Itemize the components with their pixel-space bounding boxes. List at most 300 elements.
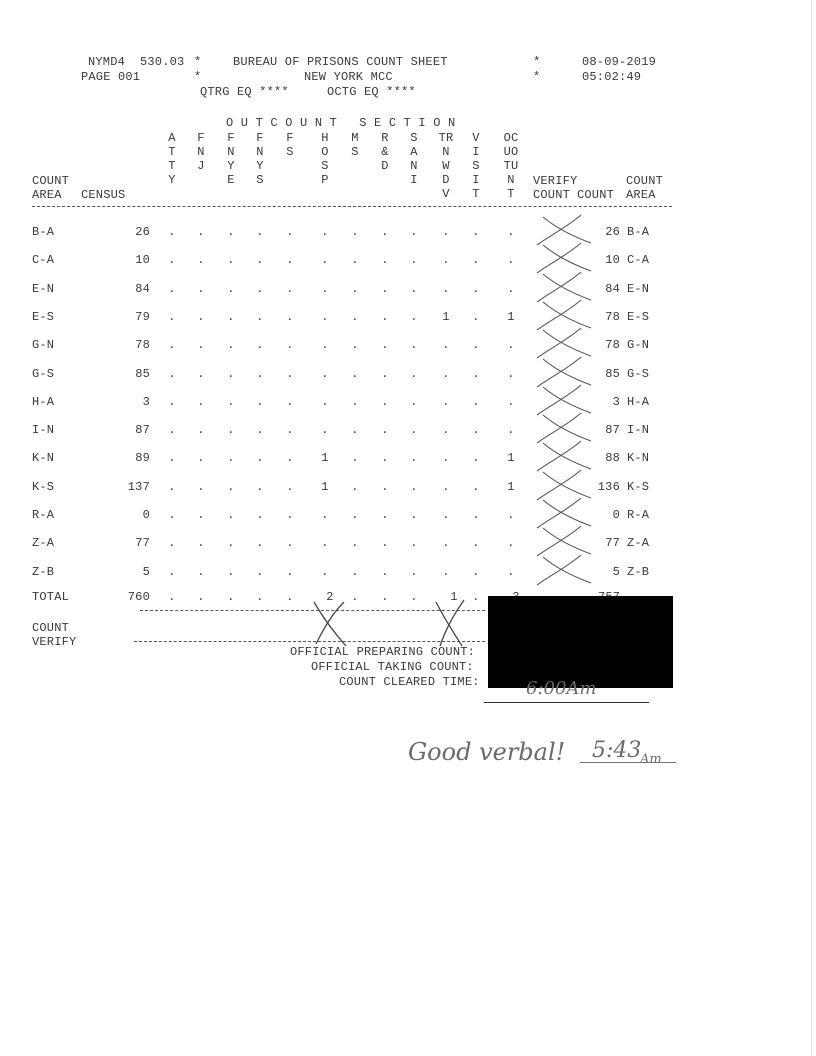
row-empty-dot: . [168, 508, 176, 522]
row-empty-dot: . [351, 536, 359, 551]
total-hosp: 2 [326, 590, 334, 604]
row-empty-dot: . [381, 366, 389, 381]
row-empty-dot: . [381, 423, 389, 438]
row-empty-dot: . [442, 366, 450, 381]
row-empty-dot: . [168, 451, 176, 466]
row-empty-dot: . [472, 564, 480, 579]
row-empty-dot: . [227, 479, 235, 494]
row-census: 3 [142, 394, 150, 409]
row-empty-dot: . [381, 281, 389, 296]
facility-name: NEW YORK MCC [304, 70, 393, 84]
row-empty-dot: . [351, 394, 359, 409]
row-count-area: K-N [627, 451, 650, 466]
column-header-letter: N [197, 145, 205, 159]
row-empty-dot: . [286, 423, 294, 438]
row-census: 78 [135, 338, 150, 353]
row-count: 0 [612, 508, 620, 522]
row-empty-dot: . [410, 225, 418, 239]
row-empty-dot: . [410, 479, 418, 494]
verify-stroke [543, 245, 591, 271]
row-empty-dot: . [410, 394, 418, 409]
column-header-letter: V [472, 131, 480, 145]
hosp-verify-mark [310, 598, 352, 648]
row-empty-dot: . [410, 508, 418, 522]
row-empty-dot: . [410, 423, 418, 438]
row-empty-dot: . [507, 423, 515, 438]
count-header: COUNT [32, 174, 70, 188]
verify-stroke [543, 330, 591, 356]
row-count-area: R-A [627, 508, 650, 522]
sheet-time: 05:02:49 [582, 70, 642, 84]
sheet-title: BUREAU OF PRISONS COUNT SHEET [233, 55, 448, 69]
row-empty-dot: . [410, 536, 418, 551]
column-header-letter: S [321, 159, 329, 173]
row-empty-dot: . [351, 338, 359, 353]
row-empty-dot: . [286, 253, 294, 268]
row-census: 89 [135, 451, 150, 466]
row-area: E-S [32, 309, 55, 324]
row-empty-dot: . [256, 394, 264, 409]
row-area: I-N [32, 423, 55, 438]
row-empty-dot: . [351, 309, 359, 324]
row-empty-dot: . [227, 536, 235, 551]
row-count: 78 [605, 309, 620, 324]
row-count: 10 [605, 253, 620, 268]
row-empty-dot: . [286, 309, 294, 324]
row-empty-dot: . [256, 508, 264, 522]
column-header-letter: T [507, 187, 515, 201]
row-count-area: Z-A [627, 536, 650, 551]
row-census: 84 [135, 281, 150, 296]
row-trnw-value: 1 [442, 309, 450, 324]
row-empty-dot: . [442, 423, 450, 438]
verify-stroke [543, 274, 591, 300]
trnw-verify-mark [432, 598, 472, 648]
row-empty-dot: . [321, 366, 329, 381]
row-empty-dot: . [168, 366, 176, 381]
row-empty-dot: . [321, 281, 329, 296]
row-empty-dot: . [168, 564, 176, 579]
row-count-area: C-A [627, 253, 650, 268]
verify-header: VERIFY [533, 174, 578, 188]
row-area: R-A [32, 508, 55, 522]
row-empty-dot: . [227, 564, 235, 579]
column-header-letter: F [197, 131, 205, 145]
row-empty-dot: . [321, 423, 329, 438]
column-header-letter: W [442, 159, 450, 173]
row-empty-dot: . [227, 338, 235, 353]
row-empty-dot: . [197, 451, 205, 466]
column-header-letter: S [472, 159, 480, 173]
row-empty-dot: . [286, 508, 294, 522]
row-empty-dot: . [227, 451, 235, 466]
total-empty-dot: . [381, 590, 389, 604]
row-empty-dot: . [381, 338, 389, 353]
row-empty-dot: . [472, 225, 480, 239]
row-empty-dot: . [381, 309, 389, 324]
verify-stroke [543, 443, 591, 469]
handwritten-cleared-time: 6:00Am [526, 678, 597, 699]
total-empty-dot: . [410, 590, 418, 604]
row-empty-dot: . [168, 253, 176, 268]
row-empty-dot: . [256, 536, 264, 551]
redaction-block [488, 596, 673, 688]
verify-stroke [543, 387, 591, 413]
row-empty-dot: . [256, 281, 264, 296]
row-empty-dot: . [442, 225, 450, 239]
row-empty-dot: . [381, 536, 389, 551]
cleared-time-line [484, 702, 649, 703]
total-empty-dot: . [472, 590, 480, 604]
row-empty-dot: . [227, 508, 235, 522]
date-star: * [533, 55, 541, 69]
row-empty-dot: . [197, 423, 205, 438]
column-header-letter: S [286, 145, 294, 159]
row-empty-dot: . [507, 366, 515, 381]
row-empty-dot: . [381, 508, 389, 522]
row-empty-dot: . [472, 338, 480, 353]
column-header-letter: Y [168, 173, 176, 187]
octg-field: OCTG EQ **** [327, 85, 416, 99]
column-header-letter: N [442, 145, 450, 159]
row-census: 137 [127, 479, 150, 494]
row-empty-dot: . [168, 479, 176, 494]
header-star: * [194, 70, 202, 84]
official-preparing-label: OFFICIAL PREPARING COUNT: [290, 645, 476, 659]
row-empty-dot: . [197, 394, 205, 409]
row-empty-dot: . [351, 423, 359, 438]
row-empty-dot: . [381, 225, 389, 239]
column-header-letter: N [410, 159, 418, 173]
row-empty-dot: . [168, 394, 176, 409]
row-oc-value: 1 [507, 451, 515, 466]
column-header-letter: S [410, 131, 418, 145]
row-empty-dot: . [227, 394, 235, 409]
row-empty-dot: . [256, 309, 264, 324]
row-area: G-S [32, 366, 55, 381]
total-empty-dot: . [351, 590, 359, 604]
row-empty-dot: . [410, 451, 418, 466]
row-empty-dot: . [472, 253, 480, 268]
row-empty-dot: . [256, 338, 264, 353]
row-census: 87 [135, 423, 150, 438]
column-header-letter: OC [503, 131, 519, 145]
row-empty-dot: . [256, 564, 264, 579]
row-empty-dot: . [351, 366, 359, 381]
row-count: 5 [612, 564, 620, 579]
column-header-letter: P [321, 173, 329, 187]
row-count-area: G-N [627, 338, 650, 353]
count-verify-label: COUNT [32, 621, 70, 635]
row-count: 88 [605, 451, 620, 466]
column-header-letter: V [442, 187, 450, 201]
total-empty-dot: . [197, 590, 205, 604]
row-empty-dot: . [197, 338, 205, 353]
row-empty-dot: . [286, 536, 294, 551]
count-cleared-label: COUNT CLEARED TIME: [339, 675, 480, 689]
row-empty-dot: . [321, 338, 329, 353]
area-header: AREA [32, 188, 62, 202]
row-count: 3 [612, 394, 620, 409]
row-census: 79 [135, 309, 150, 324]
row-empty-dot: . [227, 423, 235, 438]
row-empty-dot: . [286, 366, 294, 381]
page-number: PAGE 001 [81, 70, 141, 84]
row-empty-dot: . [442, 536, 450, 551]
official-taking-label: OFFICIAL TAKING COUNT: [311, 660, 474, 674]
row-empty-dot: . [472, 479, 480, 494]
row-census: 77 [135, 536, 150, 551]
area-header-right: AREA [626, 188, 656, 202]
column-header-letter: N [507, 173, 515, 187]
verify-stroke [543, 302, 591, 328]
column-header-letter: TR [438, 131, 454, 145]
row-empty-dot: . [472, 394, 480, 409]
row-empty-dot: . [256, 366, 264, 381]
outcount-section-title: O U T C O U N T S E C T I O N [226, 116, 456, 130]
row-empty-dot: . [442, 394, 450, 409]
total-empty-dot: . [227, 590, 235, 604]
row-area: C-A [32, 253, 55, 268]
row-count-area: E-S [627, 309, 650, 324]
row-empty-dot: . [321, 564, 329, 579]
row-empty-dot: . [410, 338, 418, 353]
row-census: 26 [135, 225, 150, 239]
row-empty-dot: . [381, 479, 389, 494]
row-count-area: B-A [627, 225, 650, 239]
column-header-letter: UO [503, 145, 519, 159]
row-count: 78 [605, 338, 620, 353]
row-count-area: E-N [627, 281, 650, 296]
row-empty-dot: . [410, 366, 418, 381]
row-empty-dot: . [168, 423, 176, 438]
row-empty-dot: . [256, 451, 264, 466]
row-empty-dot: . [381, 394, 389, 409]
total-empty-dot: . [168, 590, 176, 604]
row-area: Z-A [32, 536, 55, 551]
total-trnw: 1 [450, 590, 458, 604]
row-empty-dot: . [472, 508, 480, 522]
column-header-letter: D [442, 173, 450, 187]
row-empty-dot: . [381, 253, 389, 268]
column-header-letter: F [256, 131, 264, 145]
row-empty-dot: . [256, 225, 264, 239]
row-empty-dot: . [410, 564, 418, 579]
row-empty-dot: . [321, 394, 329, 409]
row-empty-dot: . [286, 281, 294, 296]
row-empty-dot: . [442, 564, 450, 579]
handwritten-note-time-suffix: Am [640, 752, 662, 767]
verify-stroke [543, 217, 591, 243]
row-empty-dot: . [442, 451, 450, 466]
row-empty-dot: . [507, 508, 515, 522]
row-empty-dot: . [227, 253, 235, 268]
column-header-letter: S [256, 173, 264, 187]
row-empty-dot: . [472, 536, 480, 551]
column-header-letter: A [410, 145, 418, 159]
verify-check-mark [533, 553, 595, 587]
row-empty-dot: . [507, 225, 515, 239]
total-empty-dot: . [286, 590, 294, 604]
column-header-letter: D [381, 159, 389, 173]
row-empty-dot: . [256, 253, 264, 268]
row-empty-dot: . [227, 366, 235, 381]
column-header-letter: H [321, 131, 329, 145]
column-header-letter: O [321, 145, 329, 159]
row-empty-dot: . [472, 366, 480, 381]
total-census: 760 [127, 590, 150, 604]
row-empty-dot: . [507, 253, 515, 268]
row-empty-dot: . [197, 309, 205, 324]
column-header-letter: F [227, 131, 235, 145]
column-header-letter: Y [227, 159, 235, 173]
column-header-letter: N [256, 145, 264, 159]
verify-stroke [543, 415, 591, 441]
row-empty-dot: . [351, 281, 359, 296]
row-empty-dot: . [256, 479, 264, 494]
column-header-letter: T [168, 159, 176, 173]
row-count-area: I-N [627, 423, 650, 438]
row-empty-dot: . [351, 451, 359, 466]
row-empty-dot: . [507, 338, 515, 353]
row-count-area: K-S [627, 479, 650, 494]
row-empty-dot: . [321, 253, 329, 268]
row-empty-dot: . [168, 281, 176, 296]
verify-stroke [543, 528, 591, 554]
note-underline [580, 762, 676, 763]
verify-stroke [543, 359, 591, 385]
row-empty-dot: . [351, 479, 359, 494]
column-header-letter: A [168, 131, 176, 145]
row-hosp-value: 1 [321, 479, 329, 494]
row-empty-dot: . [321, 309, 329, 324]
row-count-area: H-A [627, 394, 650, 409]
verify-stroke [543, 500, 591, 526]
row-empty-dot: . [168, 338, 176, 353]
row-empty-dot: . [381, 451, 389, 466]
total-label: TOTAL [32, 590, 70, 604]
row-empty-dot: . [472, 423, 480, 438]
column-header-letter: I [472, 173, 480, 187]
row-empty-dot: . [410, 253, 418, 268]
row-empty-dot: . [351, 508, 359, 522]
total-empty-dot: . [256, 590, 264, 604]
row-empty-dot: . [442, 281, 450, 296]
row-area: E-N [32, 281, 55, 296]
row-census: 85 [135, 366, 150, 381]
column-header-letter: Y [256, 159, 264, 173]
row-empty-dot: . [168, 309, 176, 324]
column-header-letter: T [472, 187, 480, 201]
row-area: K-S [32, 479, 55, 494]
column-header-letter: E [227, 173, 235, 187]
row-empty-dot: . [351, 564, 359, 579]
row-empty-dot: . [507, 564, 515, 579]
row-empty-dot: . [197, 564, 205, 579]
row-area: H-A [32, 394, 55, 409]
row-empty-dot: . [197, 253, 205, 268]
verify-stroke [543, 557, 591, 583]
row-empty-dot: . [286, 225, 294, 239]
row-count: 77 [605, 536, 620, 551]
count-header-2: COUNT [577, 188, 615, 202]
column-header-letter: I [472, 145, 480, 159]
row-empty-dot: . [351, 253, 359, 268]
row-empty-dot: . [472, 309, 480, 324]
column-header-letter: M [351, 131, 359, 145]
verify-count-header: COUNT [533, 188, 571, 202]
row-census: 5 [142, 564, 150, 579]
row-empty-dot: . [286, 564, 294, 579]
row-empty-dot: . [286, 338, 294, 353]
row-oc-value: 1 [507, 309, 515, 324]
row-empty-dot: . [227, 309, 235, 324]
row-empty-dot: . [321, 508, 329, 522]
row-count: 85 [605, 366, 620, 381]
row-empty-dot: . [256, 423, 264, 438]
row-empty-dot: . [197, 225, 205, 239]
column-header-letter: R [381, 131, 389, 145]
row-empty-dot: . [321, 225, 329, 239]
column-header-letter: TU [503, 159, 519, 173]
row-area: Z-B [32, 564, 55, 579]
row-empty-dot: . [321, 536, 329, 551]
row-empty-dot: . [286, 479, 294, 494]
row-empty-dot: . [197, 366, 205, 381]
count-header-right: COUNT [626, 174, 664, 188]
row-empty-dot: . [381, 564, 389, 579]
row-count-area: G-S [627, 366, 650, 381]
column-header-letter: J [197, 159, 205, 173]
verify-stroke [543, 472, 591, 498]
verify-stroke [537, 555, 581, 585]
row-empty-dot: . [507, 281, 515, 296]
row-hosp-value: 1 [321, 451, 329, 466]
row-empty-dot: . [286, 394, 294, 409]
column-header-letter: I [410, 173, 418, 187]
row-count: 87 [605, 423, 620, 438]
row-area: K-N [32, 451, 55, 466]
row-empty-dot: . [197, 508, 205, 522]
handwritten-note-time: 5:43 [592, 738, 642, 763]
row-count: 136 [597, 479, 620, 494]
row-empty-dot: . [351, 225, 359, 239]
column-header-letter: F [286, 131, 294, 145]
row-empty-dot: . [227, 225, 235, 239]
column-header-letter: & [381, 145, 389, 159]
row-empty-dot: . [197, 281, 205, 296]
handwritten-note: Good verbal! [408, 738, 566, 766]
page-edge [811, 0, 812, 1056]
row-empty-dot: . [472, 451, 480, 466]
row-empty-dot: . [442, 479, 450, 494]
row-empty-dot: . [197, 479, 205, 494]
row-empty-dot: . [227, 281, 235, 296]
row-empty-dot: . [410, 309, 418, 324]
count-verify-label: VERIFY [32, 635, 77, 649]
row-empty-dot: . [442, 253, 450, 268]
row-empty-dot: . [410, 281, 418, 296]
row-census: 10 [135, 253, 150, 268]
row-area: G-N [32, 338, 55, 353]
time-star: * [533, 70, 541, 84]
row-empty-dot: . [286, 451, 294, 466]
qtrg-field: QTRG EQ **** [200, 85, 289, 99]
row-area: B-A [32, 225, 55, 239]
row-empty-dot: . [507, 536, 515, 551]
row-count: 26 [605, 225, 620, 239]
row-empty-dot: . [442, 508, 450, 522]
